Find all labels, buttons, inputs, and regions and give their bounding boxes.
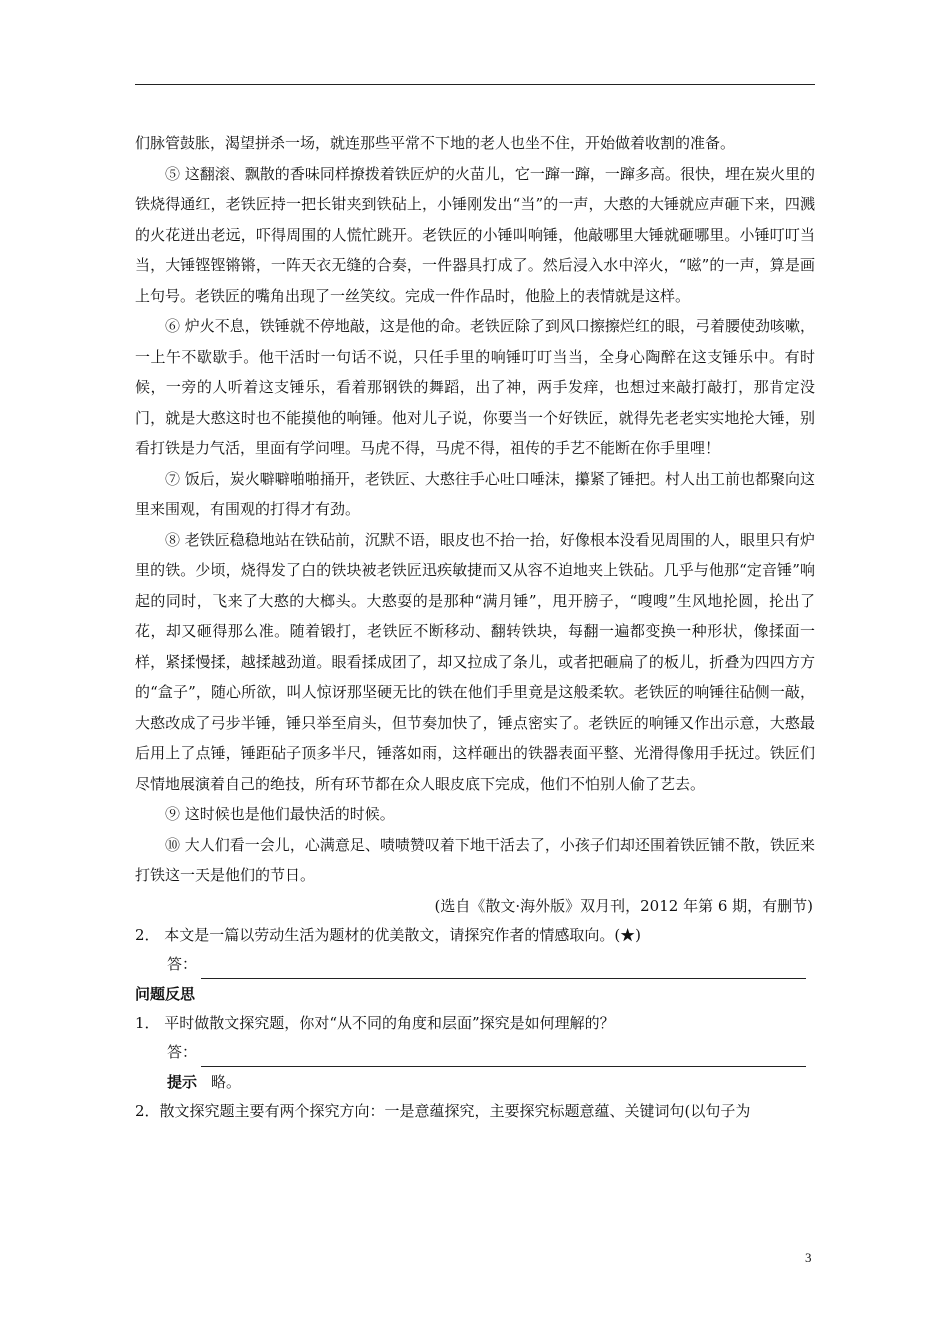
answer-line-q2 [135,950,815,979]
answer-line-r1 [135,1038,815,1067]
essay-paragraph: ⑦ 饭后，炭火噼噼啪啪捅开，老铁匠、大憨往手心吐口唾沫，攥紧了锤把。村人出工前也都聚向这里来围观，有围观的打得才有劲。 [135,469,815,518]
essay-body [135,128,815,891]
answer-label: 答： [167,954,198,973]
essay-paragraph: ⑤ 这翻滚、飘散的香味同样撩拨着铁匠炉的火苗儿，它一蹿一蹿，一蹿多高。很快，埋在炭火里的铁烧得通红，老铁匠持一把长钳夹到铁砧上，小锤刚发出“当”的一声，大憨的大锤就应声砸下来，四溅的火花迸出老远，吓得周围的人慌忙跳开。老铁匠的小锤叫响锤，他敲哪里大锤就砸哪里。小锤叮叮当当，大锤铿铿锵锵，一阵天衣无缝的合奏，一件器具打成了。然后浸入水中淬火，“嗞”的一声，算是画上句号。老铁匠的嘴角出现了一丝笑纹。完成一件作品时，他脸上的表情就是这样。 [135,164,815,305]
reflection-question-1: 1． 平时做散文探究题，你对“从不同的角度和层面”探究是如何理解的？ [135,1013,615,1032]
essay-paragraph: ⑧ 老铁匠稳稳地站在铁砧前，沉默不语，眼皮也不抬一抬，好像根本没看见周围的人，眼里只有炉里的铁。少顷，烧得发了白的铁块被老铁匠迅疾敏捷而又从容不迫地夹上铁砧。几乎与他那“定音锤”响起的同时，飞来了大憨的大榔头。大憨耍的是那种“满月锤”，甩开膀子，“嗖嗖”生风地抡圆，抡出了花，却又砸得那么准。随着锻打，老铁匠不断移动、翻转铁块，每翻一遍都变换一种形状，像揉面一样，紧揉慢揉，越揉越劲道。眼看揉成团了，却又拉成了条儿，或者把砸扁了的板儿，折叠为四四方方的“盒子”，随心所欲，叫人惊讶那坚硬无比的铁在他们手里竟是这般柔软。老铁匠的响锤往砧侧一敲，大憨改成了弓步半锤，锤只举至肩头，但节奏加快了，锤点密实了。老铁匠的响锤又作出示意，大憨最后用上了点锤，锤距砧子顶多半尺，锤落如雨，这样砸出的铁器表面平整、光滑得像用手抚过。铁匠们尽情地展演着自己的绝技，所有环节都在众人眼皮底下完成，他们不怕别人偷了艺去。 [135,530,815,793]
reflection-heading: 问题反思 [135,984,196,1003]
page-number: 3 [805,1250,812,1265]
essay-paragraph: ⑩ 大人们看一会儿，心满意足、啧啧赞叹着下地干活去了，小孩子们却还围着铁匠铺不散，铁匠来打铁这一天是他们的节日。 [135,835,815,884]
essay-paragraph: ⑥ 炉火不息，铁锤就不停地敲，这是他的命。老铁匠除了到风口擦擦烂红的眼，弓着腰使劲咳嗽，一上午不歇歇手。他干活时一句话不说，只任手里的响锤叮叮当当，全身心陶醉在这支锤乐中。有时候，一旁的人听着这支锤乐，看着那钢铁的舞蹈，出了神，两手发痒，也想过来敲打敲打，那肯定没门，就是大憨这时也不能摸他的响锤。他对儿子说，你要当一个好铁匠，就得先老老实实地抡大锤，别看打铁是力气活，里面有学问哩。马虎不得，马虎不得，祖传的手艺不能断在你手里哩！ [135,317,815,457]
essay-paragraph: 们脉管鼓胀，渴望拼杀一场，就连那些平常不下地的老人也坐不住，开始做着收割的准备。 [135,134,736,152]
header-rule [135,84,815,85]
hint-text: 略。 [211,1072,242,1091]
answer-blank [201,1048,806,1067]
essay-paragraph: ⑨ 这时候也是他们最快活的时候。 [165,805,395,823]
answer-blank [201,960,806,979]
question-2: 2． 本文是一篇以劳动生活为题材的优美散文，请探究作者的情感取向。(★) [135,925,642,944]
source-citation: (选自《散文·海外版》双月刊，2012 年第 6 期，有删节) [434,896,813,915]
page-content [135,128,815,1126]
hint-line [135,1067,815,1097]
hint-label: 提示 [167,1072,198,1091]
answer-label: 答： [167,1042,198,1061]
reflection-question-2: 2．散文探究题主要有两个探究方向：一是意蕴探究，主要探究标题意蕴、关键词句(以句子为 [135,1101,751,1120]
